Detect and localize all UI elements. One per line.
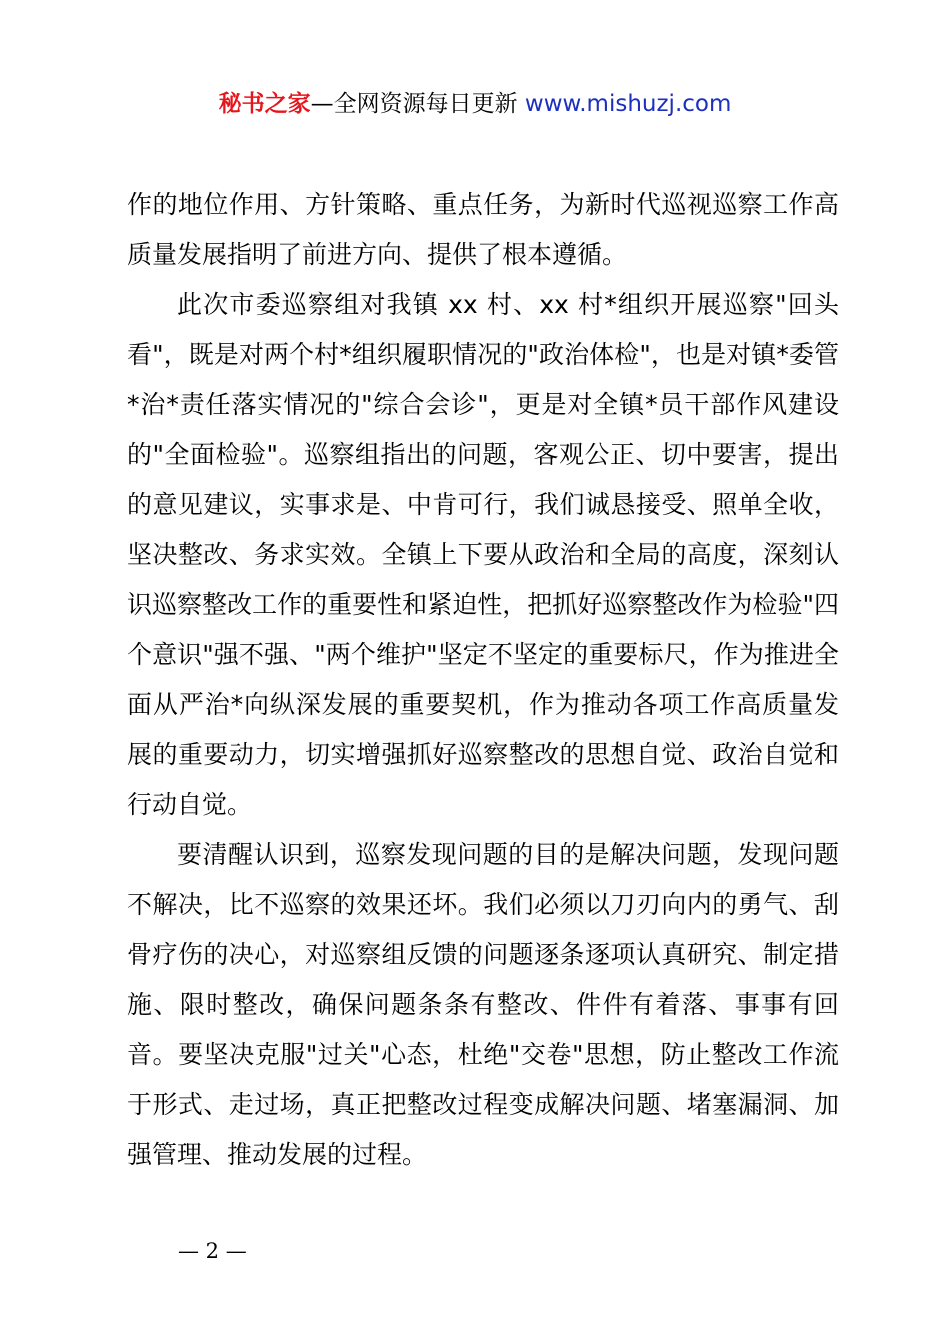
paragraph: 要清醒认识到，巡察发现问题的目的是解决问题，发现问题不解决，比不巡察的效果还坏。我们必须以刀刃向内的勇气、刮骨疗伤的决心，对巡察组反馈的问题逐条逐项认真研究、制定措施、限时整改，确保问题条条有整改、件件有着落、事事有回音。要坚决克服"过关"心态，杜绝"交卷"思想，防止整改工作流于形式、走过场，真正把整改过程变成解决问题、堵塞漏洞、加强管理、推动发展的过程。 (127, 840, 839, 1169)
page-number: — 2 — (178, 1239, 247, 1263)
header-tagline: 全网资源每日更新 (333, 91, 518, 117)
site-url-link[interactable]: www.mishuzj.com (524, 91, 732, 117)
site-brand: 秘书之家 (218, 91, 311, 117)
site-header (0, 88, 950, 120)
header-separator: — (310, 91, 334, 117)
paragraph: 此次市委巡察组对我镇 xx 村、xx 村*组织开展巡察"回头看"，既是对两个村*组织履职情况的"政治体检"，也是对镇*委管*治*责任落实情况的"综合会诊"，更是对全镇*员干部作风建设的"全面检验"。巡察组指出的问题，客观公正、切中要害，提出的意见建议，实事求是、中肯可行，我们诚恳接受、照单全收，坚决整改、务求实效。全镇上下要从政治和全局的高度，深刻认识巡察整改工作的重要性和紧迫性，把抓好巡察整改作为检验"四个意识"强不强、"两个维护"坚定不坚定的重要标尺，作为推进全面从严治*向纵深发展的重要契机，作为推动各项工作高质量发展的重要动力，切实增强抓好巡察整改的思想自觉、政治自觉和行动自觉。 (127, 290, 839, 819)
document-body (127, 180, 839, 1180)
paragraph-continued: 作的地位作用、方针策略、重点任务，为新时代巡视巡察工作高质量发展指明了前进方向、提供了根本遵循。 (127, 190, 839, 269)
